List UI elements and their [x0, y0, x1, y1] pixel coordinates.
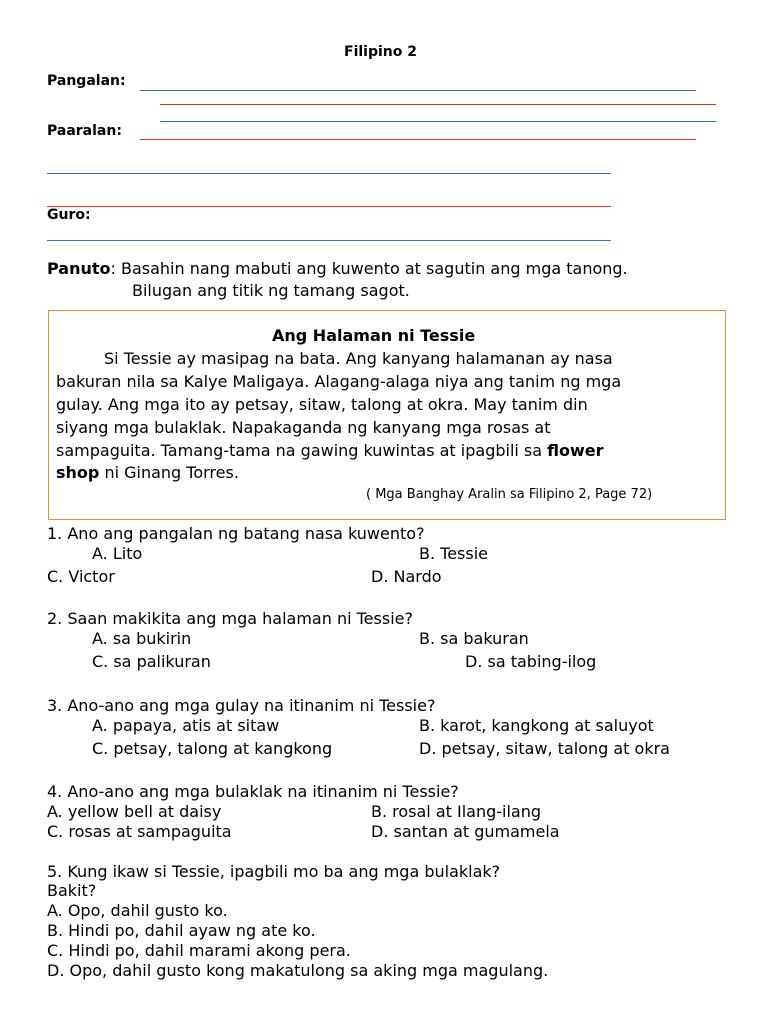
q1-choice-b[interactable]: B. Tessie: [419, 544, 489, 563]
q5-choice-c[interactable]: C. Hindi po, dahil marami akong pera.: [47, 941, 351, 960]
story-line-5: [56, 441, 604, 460]
q4-choice-c[interactable]: C. rosas at sampaguita: [47, 822, 232, 841]
q4-choice-d[interactable]: D. santan at gumamela: [371, 822, 560, 841]
story-bold-shop: shop: [56, 463, 100, 482]
question-1: 1. Ano ang pangalan ng batang nasa kuwento?: [47, 524, 425, 543]
q1-choice-a[interactable]: A. Lito: [92, 544, 143, 563]
paaralan-line[interactable]: [140, 139, 696, 140]
guro-label-text: Guro:: [47, 207, 91, 223]
instructions: [47, 259, 628, 278]
q2-choice-d[interactable]: D. sa tabing-ilog: [465, 652, 597, 671]
instructions-label: Panuto: [47, 259, 111, 278]
q5-choice-b[interactable]: B. Hindi po, dahil ayaw ng ate ko.: [47, 921, 316, 940]
story-title: Ang Halaman ni Tessie: [272, 326, 476, 345]
q2-choice-a[interactable]: A. sa bukirin: [92, 629, 192, 648]
story-line-2: bakuran nila sa Kalye Maligaya. Alagang-alaga niya ang tanim ng mga: [56, 372, 622, 391]
question-3: 3. Ano-ano ang mga gulay na itinanim ni Tessie?: [47, 696, 436, 715]
q1-choice-d[interactable]: D. Nardo: [371, 567, 442, 586]
blank-line-2: [47, 206, 611, 207]
q3-choice-b[interactable]: B. karot, kangkong at saluyot: [419, 716, 654, 735]
question-2: 2. Saan makikita ang mga halaman ni Tessie?: [47, 609, 413, 628]
question-5-line2: Bakit?: [47, 881, 97, 900]
instructions-line1: : Basahin nang mabuti ang kuwento at sagutin ang mga tanong.: [110, 259, 628, 278]
pangalan-label: Pangalan:: [47, 73, 126, 89]
blank-line-1: [47, 173, 611, 174]
guro-line[interactable]: [47, 240, 611, 241]
q2-choice-c[interactable]: C. sa palikuran: [92, 652, 211, 671]
worksheet-title: Filipino 2: [344, 44, 417, 60]
pangalan-line[interactable]: [140, 90, 696, 91]
story-line-5-text: sampaguita. Tamang-tama na gawing kuwintas at ipagbili sa: [56, 441, 543, 460]
pangalan-line-3: [160, 121, 716, 122]
q1-choice-c[interactable]: C. Victor: [47, 567, 115, 586]
q5-choice-d[interactable]: D. Opo, dahil gusto kong makatulong sa aking mga magulang.: [47, 961, 549, 980]
story-line-1: Si Tessie ay masipag na bata. Ang kanyang halamanan ay nasa: [104, 349, 613, 368]
guro-label: [47, 207, 91, 223]
story-line-6-text: ni Ginang Torres.: [99, 463, 239, 482]
q5-choice-a[interactable]: A. Opo, dahil gusto ko.: [47, 901, 228, 920]
q4-choice-a[interactable]: A. yellow bell at daisy: [47, 802, 222, 821]
story-line-6: [56, 463, 239, 482]
question-4: 4. Ano-ano ang mga bulaklak na itinanim ni Tessie?: [47, 782, 459, 801]
instructions-line2: Bilugan ang titik ng tamang sagot.: [132, 281, 410, 300]
story-bold-flower: flower: [547, 441, 604, 460]
q3-choice-a[interactable]: A. papaya, atis at sitaw: [92, 716, 280, 735]
question-5: 5. Kung ikaw si Tessie, ipagbili mo ba ang mga bulaklak?: [47, 862, 501, 881]
story-line-4: siyang mga bulaklak. Napakaganda ng kanyang mga rosas at: [56, 418, 551, 437]
paaralan-label: Paaralan:: [47, 123, 122, 139]
q3-choice-d[interactable]: D. petsay, sitaw, talong at okra: [419, 739, 670, 758]
pangalan-line-2: [160, 104, 716, 105]
q2-choice-b[interactable]: B. sa bakuran: [419, 629, 529, 648]
q3-choice-c[interactable]: C. petsay, talong at kangkong: [92, 739, 333, 758]
q4-choice-b[interactable]: B. rosal at Ilang-ilang: [371, 802, 542, 821]
story-source: ( Mga Banghay Aralin sa Filipino 2, Page 72): [366, 487, 653, 502]
story-line-3: gulay. Ang mga ito ay petsay, sitaw, talong at okra. May tanim din: [56, 395, 588, 414]
